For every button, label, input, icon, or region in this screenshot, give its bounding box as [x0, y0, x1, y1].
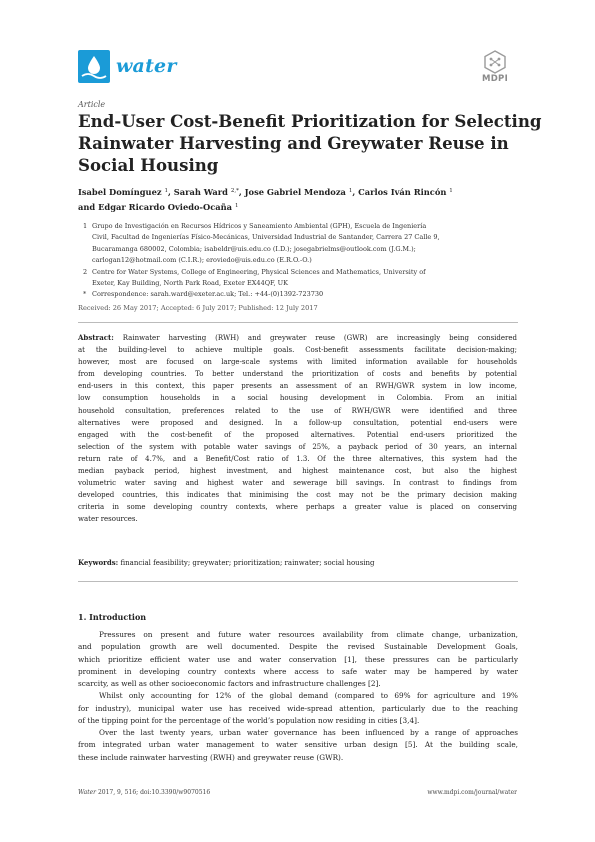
mdpi-hexagon-icon [483, 50, 507, 74]
abstract-line: developed countries, this indicates that minimising the cost may not be the primary decision making [78, 491, 517, 500]
author-conjunction: and [78, 202, 99, 212]
abstract [78, 332, 517, 526]
author-affil-sup: 1 [348, 188, 353, 194]
abstract-label: Abstract: [78, 333, 114, 342]
paragraph-line: Pressures on present and future water resources availability from climate change, urbanization, [99, 630, 518, 639]
footer-citation: Water 2017, 9, 516; doi:10.3390/w9070516 [78, 789, 211, 796]
author-affil-sup: 1 [234, 203, 239, 209]
title-line: Social Housing [78, 155, 219, 175]
abstract-line: Abstract: Rainwater harvesting (RWH) and greywater reuse (GWR) are increasingly being considered [78, 333, 517, 342]
article-type: Article [78, 100, 106, 109]
abstract-line: engaged with the cost-benefit of the proposed alternatives. Potential end-users prioritized the [78, 430, 517, 439]
divider [78, 581, 518, 582]
journal-name: water [116, 55, 177, 77]
affiliation-line: Exeter, Kay Building, North Park Road, Exeter EX44QF, UK [92, 279, 288, 288]
article-title [78, 110, 542, 176]
affiliation-marker: 2 [83, 267, 88, 276]
divider [78, 322, 518, 323]
affiliations [78, 221, 518, 301]
paragraph-line: from integrated urban water management to water sensitive urban design [5]. At the building scale, [78, 740, 518, 750]
paragraph-line: and population growth are well documented. Despite the revised Sustainable Development Goals, [78, 642, 518, 652]
author-list: Isabel Domínguez $^1$, Sarah Ward $^{2,*}$, Jose Gabriel Mendoza $^1$, Carlos Iván Rincón $^1$ and Edgar Ricardo Oviedo-Ocaña $^1$ [78, 187, 453, 212]
keywords [78, 558, 517, 567]
keywords-label: Keywords: [78, 558, 119, 567]
author-name[interactable]: Isabel Domínguez [78, 187, 162, 197]
author-affil-sup: 1 [449, 188, 453, 194]
affiliation-line: Centre for Water Systems, College of Engineering, Physical Sciences and Mathematics, University of [92, 267, 426, 276]
affiliation-line: carlogan12@hotmail.com (C.I.R.); eroviedo@uis.edu.co (E.R.O.-O.) [92, 256, 312, 265]
abstract-line: median payback period, highest investment, and highest maintenance cost, but also the highest [78, 467, 517, 476]
paragraph-line: which prioritize efficient water use and water conservation [1], these pressures can be particularly [78, 654, 518, 664]
journal-logo-icon [78, 50, 110, 83]
abstract-line: volumetric water saving and highest water and sewerage bill savings. In contrast to findings from [78, 479, 517, 488]
abstract-line: criteria in some developing country contexts, where perhaps a greater value is placed on conserving [78, 503, 517, 512]
author-affil-sup: 2,* [230, 188, 239, 194]
correspondence-line[interactable]: Correspondence: sarah.ward@exeter.ac.uk; Tel.: +44-(0)1392-723730 [92, 290, 324, 299]
abstract-line: household consultation, preferences related to the use of RWH/GWR were identified and three [78, 406, 517, 415]
author-name[interactable]: Jose Gabriel Mendoza [244, 187, 346, 197]
affiliation-item [78, 221, 518, 267]
paragraph-line: for industry), municipal water use has received wide-spread attention, particularly due to the reaching [78, 703, 518, 713]
affiliation-line: Grupo de Investigación en Recursos Hídricos y Saneamiento Ambiental (GPH), Escuela de Ingeniería [92, 222, 427, 230]
abstract-line: at the building-level to achieve multiple goals. Cost-benefit assessments facilitate decision-making; [78, 346, 517, 355]
abstract-line: return rate of 4.7%, and a Benefit/Cost ratio of 1.3. Of the three alternatives, this system had the [78, 454, 517, 463]
section-heading: 1. Introduction [78, 612, 147, 622]
author-affil-sup: 1 [164, 188, 168, 194]
abstract-line: water resources. [78, 515, 138, 524]
body-text [78, 629, 518, 764]
abstract-line: selection of the system with potable water savings of 25%, a payback period of 30 years, an internal [78, 442, 517, 451]
paragraph-line: these include rainwater harvesting (RWH) and greywater reuse (GWR). [78, 752, 344, 762]
affiliation-marker: * [83, 290, 87, 299]
author-name[interactable]: Carlos Iván Rincón [358, 187, 447, 197]
publication-dates: Received: 26 May 2017; Accepted: 6 July 2017; Published: 12 July 2017 [78, 304, 318, 312]
paragraph-line: Over the last twenty years, urban water governance has been influenced by a range of approaches [99, 728, 518, 737]
abstract-line: from developing countries. To better understand the prioritization of costs and benefits by potential [78, 370, 517, 379]
author-name[interactable]: Edgar Ricardo Oviedo-Ocaña [98, 202, 233, 212]
abstract-line: end-users in this context, this paper presents an assessment of an RWH/GWR system in low income, [78, 382, 517, 391]
footer-url[interactable]: www.mdpi.com/journal/water [427, 789, 517, 796]
affiliation-item [78, 267, 518, 290]
publisher-name: MDPI [481, 74, 509, 84]
affiliation-marker: 1 [83, 222, 88, 230]
title-line: End-User Cost-Benefit Prioritization for Selecting [78, 111, 542, 131]
paragraph-line: scarcity, as well as other socioeconomic factors and infrastructure challenges [2]. [78, 679, 381, 688]
paragraph-line: of the tipping point for the percentage of the world’s population now residing in cities [3,4]. [78, 715, 420, 725]
abstract-line: low consumption households in a social housing development in Colombia. From an initial [78, 394, 517, 403]
abstract-line: however, most are focused on large-scale systems with limited information available for households [78, 358, 517, 367]
affiliation-line: Civil, Facultad de Ingenierías Físico-Mecánicas, Universidad Industrial de Santander, Carrera 27 Calle 9, [92, 233, 440, 242]
author-name[interactable]: Sarah Ward [173, 187, 228, 197]
footer-journal: Water [78, 789, 97, 796]
publisher-logo [469, 50, 521, 82]
paragraph-line: Whilst only accounting for 12% of the global demand (compared to 69% for agriculture and 19% [99, 691, 518, 701]
paragraph-line: prominent in developing country contexts where access to safe water may be hampered by water [78, 666, 518, 676]
keywords-text: financial feasibility; greywater; prioritization; rainwater; social housing [118, 559, 375, 567]
abstract-line: alternatives were proposed and designed. In a follow-up consultation, potential end-users were [78, 418, 517, 427]
correspondence-item [78, 289, 518, 300]
title-line: Rainwater Harvesting and Greywater Reuse in [78, 133, 509, 153]
affiliation-line: Bucaramanga 680002, Colombia; isabeldr@uis.edu.co (I.D.); josegabrielms@outlook.com (J.G.M.); [92, 244, 416, 253]
